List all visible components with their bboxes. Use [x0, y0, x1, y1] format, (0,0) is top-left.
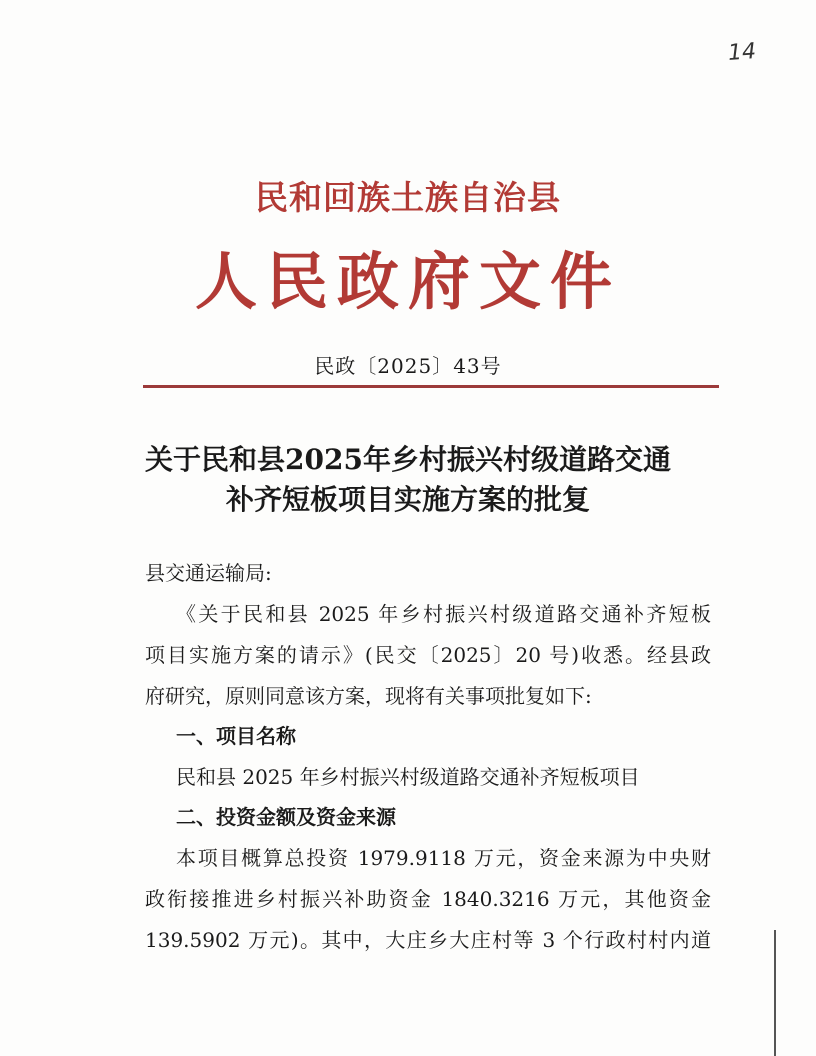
section-heading: 二、投资金额及资金来源: [176, 805, 396, 829]
paragraph-line: 项目实施方案的请示》(民交〔2025〕20 号)收悉。经县政: [145, 643, 711, 667]
red-divider-rule: [143, 385, 719, 388]
issuing-organization: 民和回族土族自治县: [255, 178, 561, 217]
section-text: 民和县 2025 年乡村振兴村级道路交通补齐短板项目: [176, 765, 640, 789]
document-title-line-2: 补齐短板项目实施方案的批复: [225, 483, 590, 516]
paragraph-line: 政衔接推进乡村振兴补助资金 1840.3216 万元，其他资金: [145, 887, 711, 911]
scan-edge-shadow: [774, 930, 776, 1056]
section-heading: 一、项目名称: [176, 724, 296, 748]
paragraph-line: 《关于民和县 2025 年乡村振兴村级道路交通补齐短板: [176, 602, 711, 626]
addressee: 县交通运输局:: [145, 561, 272, 585]
paragraph-line: 府研究，原则同意该方案，现将有关事项批复如下:: [145, 684, 592, 708]
paragraph-line: 139.5902 万元)。其中，大庄乡大庄村等 3 个行政村村内道: [145, 928, 711, 952]
handwritten-page-number: 14: [727, 39, 757, 66]
document-title-line-1: 关于民和县2025年乡村振兴村级道路交通: [145, 443, 671, 476]
document-type-heading: 人民政府文件: [194, 245, 621, 318]
paragraph-line: 本项目概算总投资 1979.9118 万元，资金来源为中央财: [176, 846, 711, 870]
document-number: 民政〔2025〕43号: [314, 354, 502, 378]
